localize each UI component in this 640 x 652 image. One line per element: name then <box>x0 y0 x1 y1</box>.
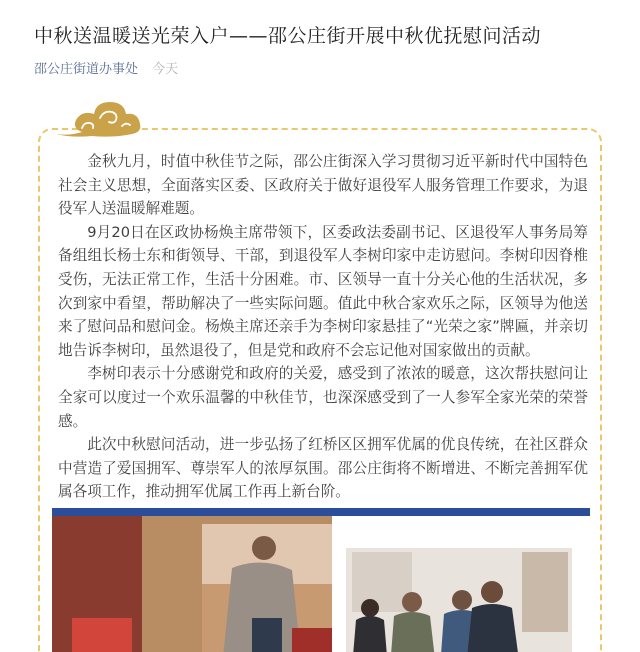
publish-date: 今天 <box>152 62 179 77</box>
photo-border <box>52 508 332 516</box>
article-meta <box>34 58 178 77</box>
paragraph-1: 金秋九月，时值中秋佳节之际，邵公庄街深入学习贯彻习近平新时代中国特色社会主义思想，全面落实区委、区政府关于做好退役军人服务管理工作要求，为退役军人送温暖解难题。 <box>58 153 588 218</box>
author-link[interactable]: 邵公庄街道办事处 <box>34 62 139 77</box>
paragraph-3: 李树印表示十分感谢党和政府的关爱，感受到了浓浓的暖意，这次帮扶慰问让全家可以度过一个欢乐温馨的中秋佳节，也深深感受到了一人参军全家光荣的荣誉感。 <box>58 365 588 430</box>
photo-scene-left <box>52 508 332 652</box>
visit-photo-left[interactable] <box>52 508 332 652</box>
paragraph-2: 9月20日在区政协杨焕主席带领下，区委政法委副书记、区退役军人事务局筹备组组长杨士东和街领导、干部，到退役军人李树印家中走访慰问。李树印因脊椎受伤，无法正常工作，生活十分困难。市、区领导一直十分关心他的生活状况，多次到家中看望，帮助解决了一些实际问题。值此中秋合家欢乐之际，区领导为他送来了慰问品和慰问金。杨焕主席还亲手为李树印家悬挂了“光荣之家”牌匾，并亲切地告诉李树印，虽然退役了，但是党和政府不会忘记他对国家做出的贡献。 <box>58 223 588 359</box>
photo-scene-right <box>332 508 590 652</box>
visit-photo-right[interactable] <box>332 508 590 652</box>
article-body <box>58 150 588 504</box>
paragraph-4: 此次中秋慰问活动，进一步弘扬了红桥区区拥军优属的优良传统，在社区群众中营造了爱国拥军、尊崇军人的浓厚氛围。邵公庄街将不断增进、不断完善拥军优属各项工作，推动拥军优属工作再上新台阶。 <box>58 436 588 501</box>
cloud-ornament-icon <box>52 98 144 140</box>
article-title: 中秋送温暖送光荣入户——邵公庄街开展中秋优抚慰问活动 <box>34 25 542 47</box>
photo-border <box>332 508 590 516</box>
